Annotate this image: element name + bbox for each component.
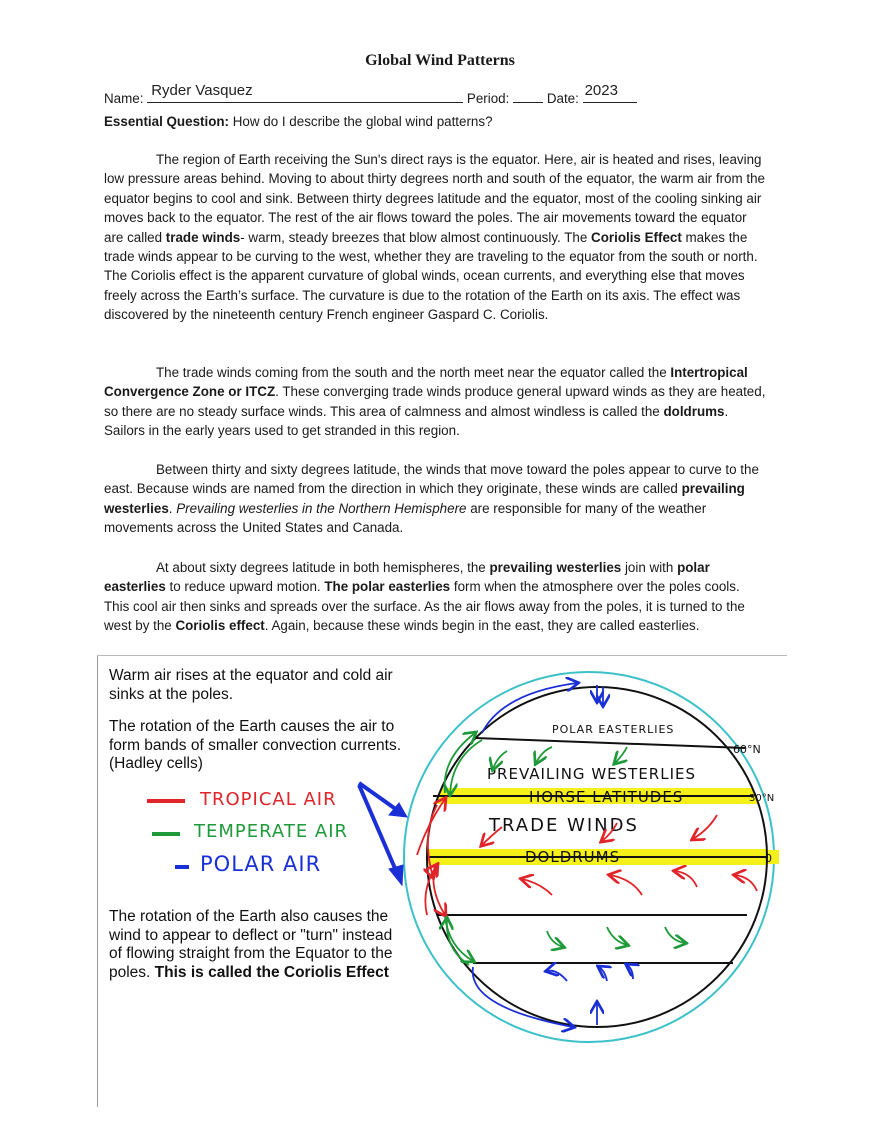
p3-bold-westerlies: prevailing westerlies [104,481,745,516]
date-label: Date: [546,91,579,106]
paragraph-4 [104,558,768,636]
name-field[interactable] [147,82,463,103]
earth-wind-diagram [97,655,787,1110]
p1-bold-trade-winds: trade winds [165,229,241,245]
p2-text: The trade winds coming from the south and the north meet near the equator called the [156,365,671,380]
blue-arrow [473,967,573,1027]
red-arrow [522,879,552,895]
p1-text: The region of Earth receiving the Sun's direct rays is the equator. Here, air is heated and rises, leaving low pressure areas behind. Moving to about thirty degrees north and south of the equator, the warm air from the equator begins to cool and sink. Between thirty degrees latitude and the equator, most of the cooling sinking air moves back to the equator. The rest of the air flows toward the poles. The air movements toward the equator are called [104,152,765,245]
p4-bold: Coriolis effect [175,618,265,634]
p2-text: . These converging trade winds produce general upward winds as they are heated, so there are no steady surface winds. This area of calmness and almost windless is called the [104,384,766,419]
p2-text: . Sailors in the early years used to get stranded in this region. [104,403,729,439]
band-polar-easterlies: POLAR EASTERLIES [552,723,675,736]
date-value: 2023 [584,82,618,99]
p1-text: makes the trade winds appear to be curving to the west, whether they are traveling to the equator from the south or north. The Coriolis effect is the apparent curvature of global winds, ocean currents, and everything else that moves freely across the Earth’s surface. The curvature is due to the rotation of the Earth on its axis. The effect was discovered by the nineteenth century French engineer Gaspard C. Coriolis. [104,229,758,323]
p4-text: to reduce upward motion. [165,579,325,595]
red-arrow [610,875,642,895]
p4-text: join with [621,560,678,575]
legend-polar-label: POLAR AIR [200,852,322,876]
blue-arrow [627,965,633,979]
p4-bold: polar easterlies [104,560,710,595]
green-arrow [665,927,685,943]
p4-bold: prevailing westerlies [489,560,622,575]
p2-bold-doldrums: doldrums [663,403,725,419]
lat-label-30: 30°N [749,793,775,804]
band-horse-latitudes: HORSE LATITUDES [529,788,684,806]
figure-caption-2: The rotation of the Earth causes the air to form bands of smaller convection currents. (Hadley cells) [109,718,402,772]
essential-question [104,112,493,132]
band-prevailing-westerlies: PREVAILING WESTERLIES [487,765,696,783]
blue-arrow [599,967,607,981]
blue-arrow [547,971,567,981]
figure-caption-1: Warm air rises at the equator and cold air sinks at the poles. [109,667,393,703]
period-label: Period: [466,91,510,106]
p4-bold: The polar easterlies [324,579,451,595]
period-field[interactable] [513,88,543,103]
red-arrow [693,815,717,839]
pointer-arrowhead-bottom [389,865,403,885]
green-arrow [615,747,627,763]
essential-question-text: How do I describe the global wind patterns? [229,114,493,129]
paragraph-3 [104,460,768,538]
p1-bold-coriolis: Coriolis Effect [591,229,682,245]
p3-text: are responsible for many of the weather movements across the United States and Canada. [104,500,707,536]
legend-temperate-label: TEMPERATE AIR [194,821,349,842]
pointer-arrows [359,783,407,885]
lat-line-60n [475,738,745,748]
band-trade-winds: TRADE WINDS [489,815,639,836]
header-line [104,82,784,109]
name-value: Ryder Vasquez [151,82,253,99]
green-arrow [445,733,475,793]
band-doldrums: DOLDRUMS [525,848,621,866]
p4-text: form when the atmosphere over the poles cools. This cool air then sinks and spreads over the surface. As the air flows away from the poles, it is turned to the west by the [104,579,745,634]
red-arrow [735,875,757,891]
p2-bold-itcz: Intertropical Convergence Zone or ITCZ [104,365,748,400]
red-arrow [675,871,697,887]
p1-text: - warm, steady breezes that blow almost continuously. The [240,229,592,245]
p3-text: Between thirty and sixty degrees latitude, the winds that move toward the poles appear to curve to the east. Because winds are named from the direction in which they originate, these winds are called [104,462,759,497]
p4-text: . Again, because these winds begin in the east, they are called easterlies. [264,618,700,634]
caption-3-bold: This is called the Coriolis Effect [154,963,389,981]
page-title: Global Wind Patterns [365,52,515,69]
p3-italic: Prevailing westerlies in the Northern Hemisphere [176,500,467,516]
essential-question-label: Essential Question: [104,114,230,129]
legend-tropical-label: TROPICAL AIR [200,789,337,810]
green-arrow [447,919,469,965]
p3-text: . [168,500,177,516]
wind-diagram-figure [97,655,787,1110]
green-arrow [536,747,552,763]
lat-label-0: 0 [765,852,772,865]
p4-text: At about sixty degrees latitude in both hemispheres, the [156,560,490,575]
lat-label-60: 60°N [733,743,761,756]
caption-3-text: The rotation of the Earth also causes the wind to appear to deflect or "turn" instead of flowing straight from the Equator to the poles. [109,908,393,981]
date-field[interactable] [583,82,637,103]
paragraph-2 [104,363,768,441]
green-arrow [607,927,627,945]
name-label: Name: [104,91,144,106]
green-arrow [547,931,563,947]
paragraph-1 [104,150,768,325]
red-arrow [417,799,445,855]
